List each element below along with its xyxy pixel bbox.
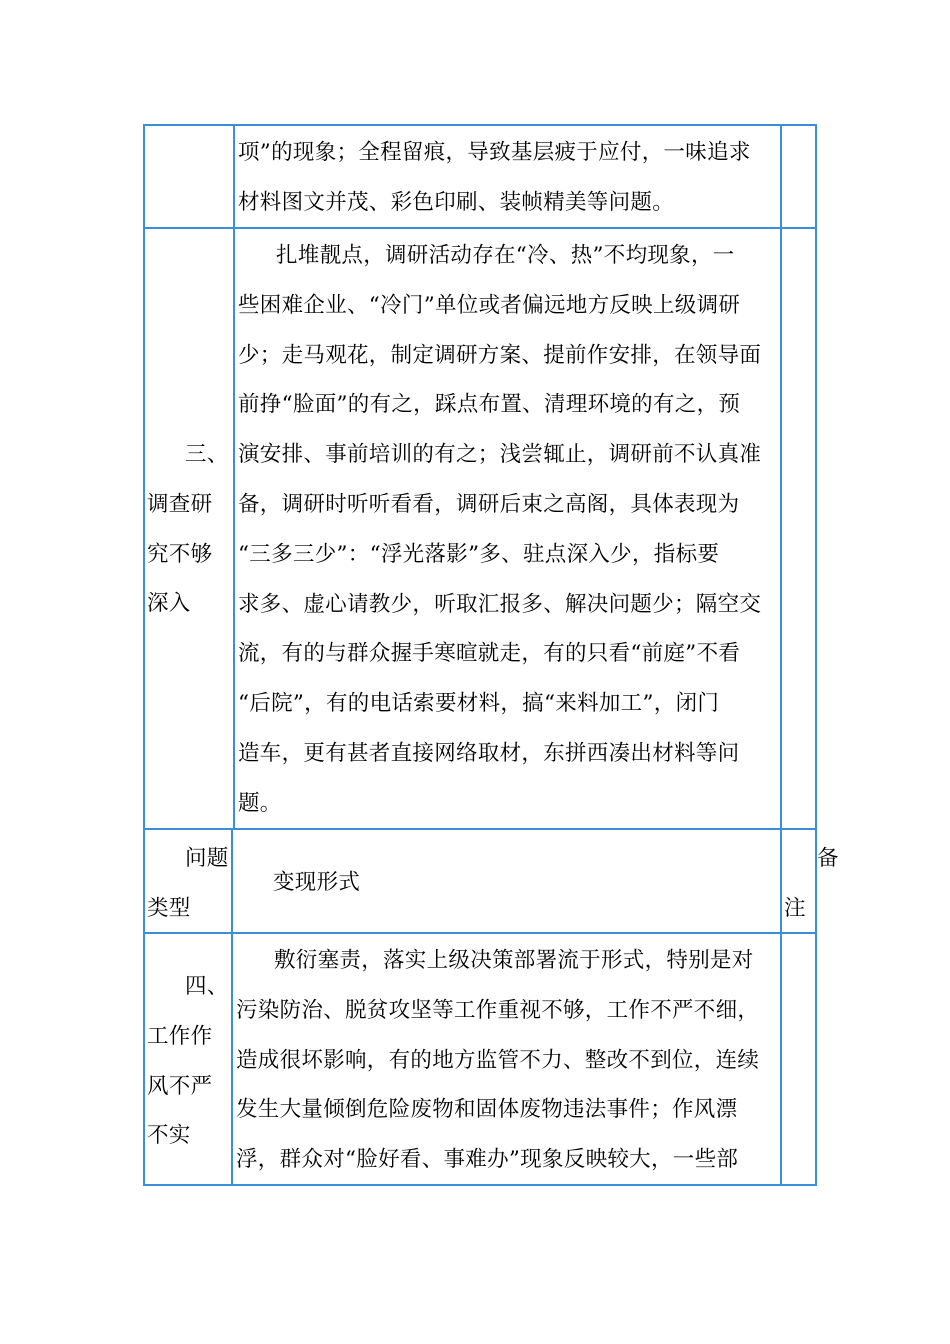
header-content-label: 变现形式 [273, 870, 361, 895]
header-type-line: 类型 [147, 895, 191, 921]
header-note-line: 备 [817, 846, 839, 871]
type-line: 不实 [147, 1123, 191, 1149]
table-left-border [143, 124, 145, 1186]
type-line: 四、 [185, 974, 229, 999]
content-line: 流，有的与群众握手寒暄就走，有的只看“前庭”不看 [238, 641, 741, 667]
content-line: 备，调研时听听看看，调研后束之高阁，具体表现为 [238, 491, 740, 517]
content-line: “后院”，有的电话索要材料，搞“来料加工”，闭门 [238, 691, 720, 717]
column-divider [233, 124, 235, 830]
row4-type-cell [147, 962, 229, 1161]
row2-type-cell [147, 430, 229, 629]
content-line: 污染防治、脱贫攻坚等工作重视不够，工作不严不细， [236, 997, 760, 1023]
content-line: 造成很坏影响，有的地方监管不力、整改不到位，连续 [236, 1047, 760, 1073]
content-line: 题。 [238, 790, 282, 816]
header-content-cell [273, 858, 360, 908]
content-line: 扎堆靓点，调研活动存在“冷、热”不均现象，一 [276, 243, 735, 268]
header-note-top [817, 834, 839, 884]
column-divider [780, 124, 782, 1186]
type-line: 风不严 [147, 1073, 213, 1099]
content-line: 造车，更有甚者直接网络取材，东拼西凑出材料等问 [238, 740, 740, 766]
content-line: 材料图文并茂、彩色印刷、装帧精美等问题。 [238, 189, 675, 215]
header-note-bottom [784, 884, 806, 934]
content-line: “三多三少”：“浮光落影”多、驻点深入少，指标要 [238, 541, 720, 567]
table-right-border [815, 124, 817, 1186]
header-note-line: 注 [784, 896, 806, 921]
column-divider [231, 828, 233, 1186]
row2-content-cell [238, 231, 761, 829]
type-line: 深入 [147, 591, 191, 617]
table-top-border [143, 124, 817, 126]
type-line: 调查研 [147, 491, 213, 517]
content-line: 些困难企业、“冷门”单位或者偏远地方反映上级调研 [238, 292, 741, 318]
content-line: 项”的现象；全程留痕，导致基层疲于应付，一味追求 [238, 140, 751, 165]
row4-content-cell [236, 936, 759, 1185]
content-line: 求多、虚心请教少，听取汇报多、解决问题少；隔空交 [238, 591, 762, 617]
header-type-line: 问题 [185, 846, 229, 871]
type-line: 究不够 [147, 541, 213, 567]
row-divider [143, 932, 817, 934]
content-line: 浮，群众对“脸好看、事难办”现象反映较大，一些部 [236, 1147, 739, 1173]
row1-content-cell [238, 128, 751, 228]
content-line: 发生大量倾倒危险废物和固体废物违法事件；作风漂 [236, 1097, 738, 1123]
content-line: 前挣“脸面”的有之，踩点布置、清理环境的有之，预 [238, 392, 741, 418]
content-line: 少；走马观花，制定调研方案、提前作安排，在领导面 [238, 342, 762, 368]
header-type-cell [147, 834, 229, 934]
content-line: 演安排、事前培训的有之；浅尝辄止，调研前不认真准 [238, 442, 762, 468]
type-line: 三、 [185, 442, 229, 467]
content-line: 敷衍塞责，落实上级决策部署流于形式，特别是对 [274, 948, 754, 973]
type-line: 工作作 [147, 1023, 213, 1049]
